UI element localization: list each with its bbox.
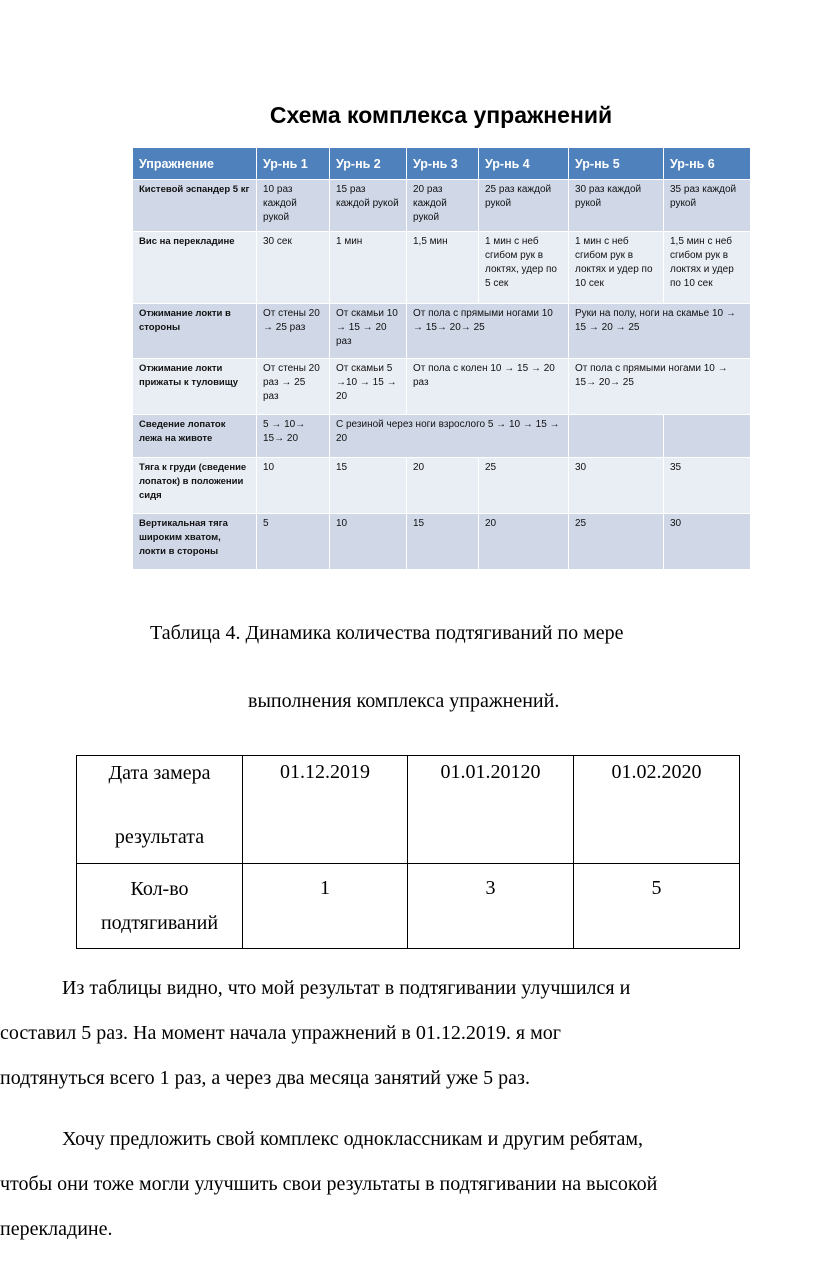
results-label-cell <box>77 756 243 864</box>
scheme-header-cell: Упражнение <box>133 148 257 180</box>
results-date: 01.01.20120 <box>440 761 541 783</box>
scheme-cell: 30 сек <box>257 232 330 304</box>
scheme-cell: 10 <box>330 514 407 570</box>
scheme-cell: 15 <box>407 514 479 570</box>
pullups-results-table <box>76 755 740 949</box>
scheme-cell: 30 <box>664 514 751 570</box>
paragraph-line: перекладине. <box>0 1218 113 1240</box>
scheme-cell: 5 <box>257 514 330 570</box>
scheme-row <box>133 304 751 359</box>
results-count: 1 <box>320 877 330 899</box>
scheme-cell: 1 мин с неб сгибом рук в локтях, удер по 5 сек <box>479 232 569 304</box>
scheme-cell: 5 → 10→ 15→ 20 <box>257 415 330 458</box>
paragraph-line: составил 5 раз. На момент начала упражнений в 01.12.2019. я мог <box>0 1022 561 1044</box>
scheme-cell: 10 раз каждой рукой <box>257 180 330 232</box>
results-count: 3 <box>485 877 496 899</box>
results-label-part: подтягиваний <box>100 912 219 934</box>
scheme-cell: 35 <box>664 458 751 514</box>
results-label: Дата замера <box>108 762 211 784</box>
scheme-cell: 20 <box>407 458 479 514</box>
results-date: 01.02.2020 <box>611 761 702 783</box>
scheme-cell: От скамьи 10 → 15 → 20 раз <box>330 304 407 359</box>
results-row-dates <box>77 756 740 864</box>
scheme-row <box>133 458 751 514</box>
table-caption-line: выполнения комплекса упражнений. <box>248 690 560 712</box>
table-caption-line: Таблица 4. Динамика количества подтягиваний по мере <box>150 622 624 644</box>
scheme-cell: От стены 20 → 25 раз <box>257 304 330 359</box>
scheme-cell: 20 <box>479 514 569 570</box>
results-label-part: Кол-во <box>130 878 189 900</box>
scheme-cell: 1,5 мин с неб сгибом рук в локтях и удер по 10 сек <box>664 232 751 304</box>
scheme-row <box>133 359 751 415</box>
scheme-exercise-cell: Вис на перекладине <box>133 232 257 304</box>
results-count-cell <box>408 864 574 949</box>
scheme-exercise-cell: Отжимание локти в стороны <box>133 304 257 359</box>
scheme-cell: С резиной через ноги взрослого 5 → 10 → 15 → 20 <box>330 415 569 458</box>
scheme-cell: От пола с прямыми ногами 10 → 15→ 20→ 25 <box>569 359 751 415</box>
scheme-cell: 30 <box>569 458 664 514</box>
scheme-cell: 35 раз каждой рукой <box>664 180 751 232</box>
scheme-header-cell: Ур-нь 5 <box>569 148 664 180</box>
scheme-header-row <box>133 148 751 180</box>
scheme-cell: Руки на полу, ноги на скамье 10 → 15 → 20 → 25 <box>569 304 751 359</box>
scheme-header-cell: Ур-нь 2 <box>330 148 407 180</box>
scheme-cell: 1 мин с неб сгибом рук в локтях и удер по 10 сек <box>569 232 664 304</box>
scheme-cell <box>569 415 664 458</box>
scheme-cell: От скамьи 5 →10 → 15 → 20 <box>330 359 407 415</box>
scheme-cell: 25 <box>479 458 569 514</box>
results-date-cell <box>408 756 574 864</box>
results-label <box>77 864 242 940</box>
paragraph-line: Хочу предложить свой комплекс одноклассникам и другим ребятам, <box>62 1128 644 1150</box>
results-date: 01.12.2019 <box>280 761 370 783</box>
scheme-exercise-cell: Отжимание локти прижаты к туловищу <box>133 359 257 415</box>
scheme-cell: 10 <box>257 458 330 514</box>
exercise-scheme-table <box>132 147 751 570</box>
scheme-header-cell: Ур-нь 4 <box>479 148 569 180</box>
scheme-cell: От стены 20 раз → 25 раз <box>257 359 330 415</box>
results-row-counts <box>77 864 740 949</box>
results-label: результата <box>114 826 205 848</box>
scheme-cell: 15 раз каждой рукой <box>330 180 407 232</box>
results-date-cell <box>574 756 740 864</box>
results-label-cell <box>77 864 243 949</box>
results-count: 5 <box>651 877 662 899</box>
scheme-title: Схема комплекса упражнений <box>269 102 613 128</box>
paragraph-line: подтянуться всего 1 раз, а через два месяца занятий уже 5 раз. <box>0 1067 530 1089</box>
scheme-row <box>133 232 751 304</box>
scheme-exercise-cell: Сведение лопаток лежа на животе <box>133 415 257 458</box>
results-date-cell <box>243 756 408 864</box>
scheme-exercise-cell: Тяга к груди (сведение лопаток) в положении сидя <box>133 458 257 514</box>
scheme-row <box>133 180 751 232</box>
scheme-header-cell: Ур-нь 1 <box>257 148 330 180</box>
scheme-exercise-cell: Вертикальная тяга широким хватом, локти в стороны <box>133 514 257 570</box>
paragraph-line: Из таблицы видно, что мой результат в подтягивании улучшился и <box>62 977 631 999</box>
body-paragraph <box>0 1117 816 1252</box>
scheme-cell: 15 <box>330 458 407 514</box>
scheme-cell: От пола с колен 10 → 15 → 20 раз <box>407 359 569 415</box>
scheme-header-cell: Ур-нь 6 <box>664 148 751 180</box>
scheme-cell: 30 раз каждой рукой <box>569 180 664 232</box>
scheme-cell: 20 раз каждой рукой <box>407 180 479 232</box>
scheme-cell: От пола с прямыми ногами 10 → 15→ 20→ 25 <box>407 304 569 359</box>
scheme-cell: 1,5 мин <box>407 232 479 304</box>
scheme-cell: 25 <box>569 514 664 570</box>
paragraph-line: чтобы они тоже могли улучшить свои результаты в подтягивании на высокой <box>0 1173 658 1195</box>
scheme-cell: 25 раз каждой рукой <box>479 180 569 232</box>
scheme-row <box>133 514 751 570</box>
scheme-header-cell: Ур-нь 3 <box>407 148 479 180</box>
results-count-cell <box>243 864 408 949</box>
scheme-exercise-cell: Кистевой эспандер 5 кг <box>133 180 257 232</box>
scheme-cell <box>664 415 751 458</box>
scheme-row <box>133 415 751 458</box>
results-count-cell <box>574 864 740 949</box>
scheme-cell: 1 мин <box>330 232 407 304</box>
body-paragraph <box>0 966 816 1101</box>
